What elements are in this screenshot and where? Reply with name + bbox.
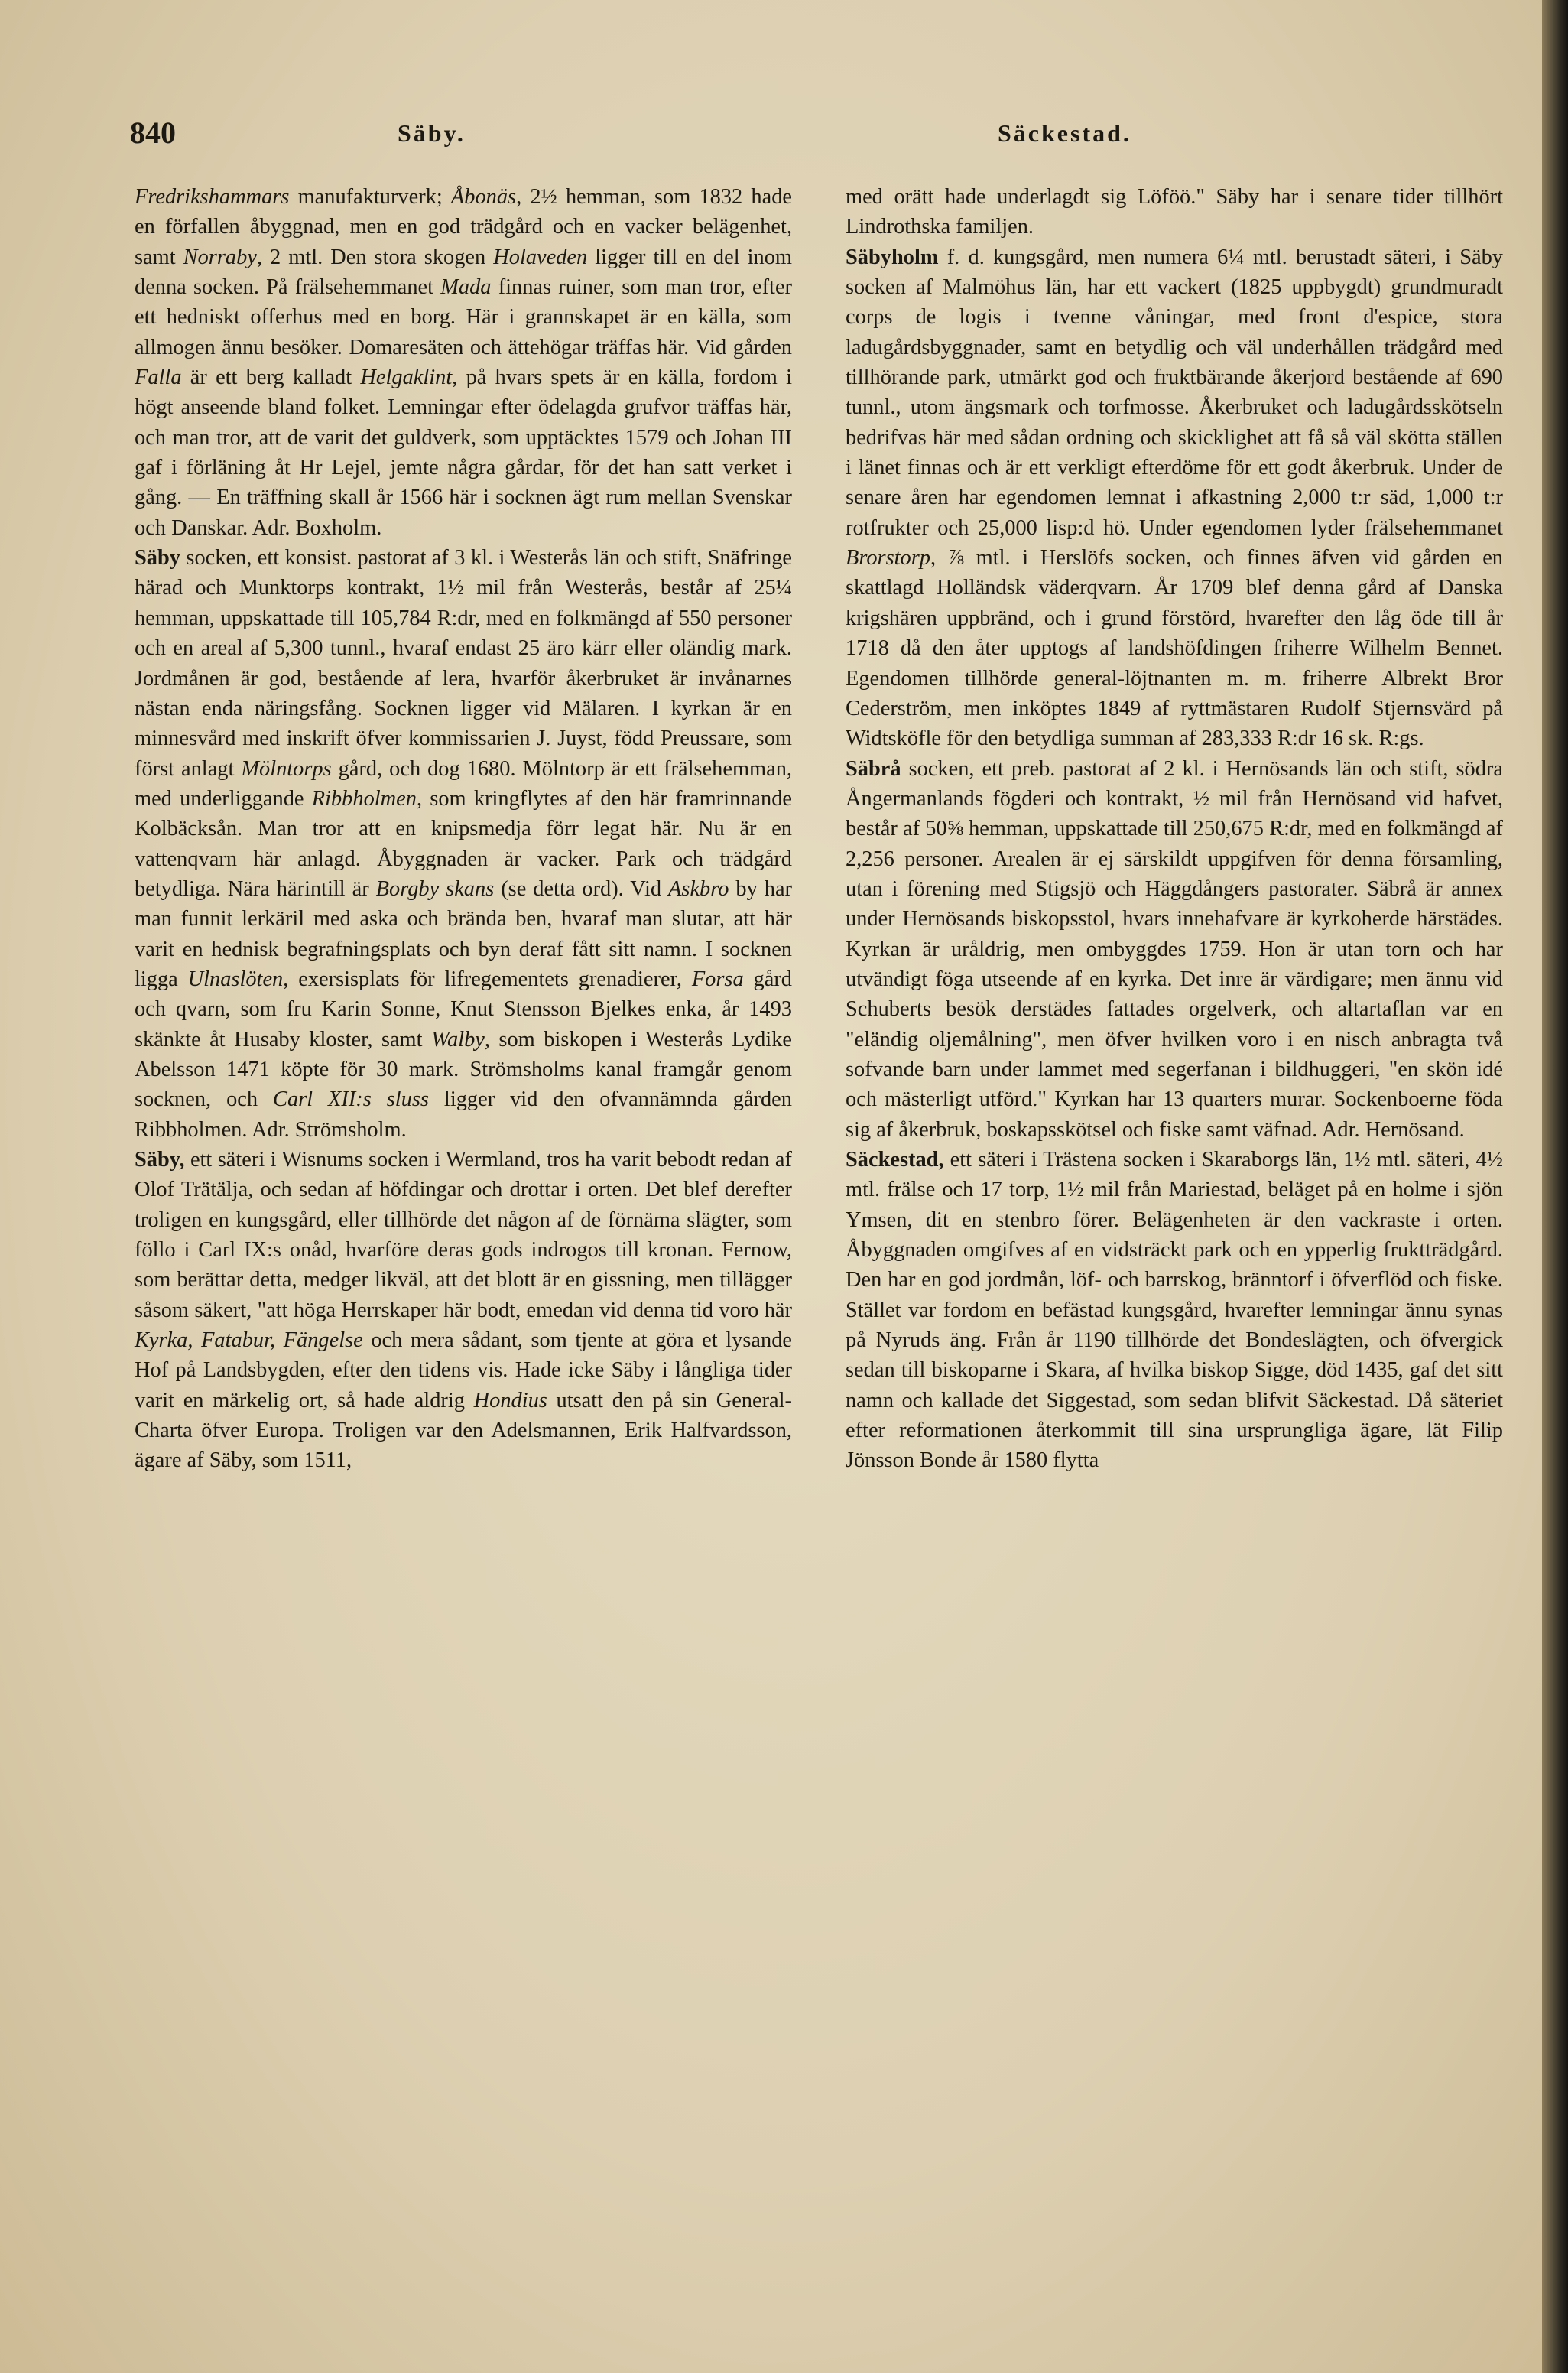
right-headword: Säckestad. <box>998 119 1131 147</box>
italic-term: Holaveden <box>493 245 588 269</box>
running-header <box>130 115 1498 161</box>
right-column <box>846 182 1503 1476</box>
body-text: by har man funnit lerkäril med aska och brända ben, hvaraf man slutar, att här varit en hednisk begrafningsplats och byn deraf fått sitt namn. I socknen ligga <box>135 876 793 991</box>
italic-term: Helgaklint <box>360 366 453 390</box>
body-text: ett säteri i Wisnums socken i Wermland, tros ha varit bebodt redan af Olof Trätälja, och sedan af höfdingar och drottar i orten. Det blef derefter troligen en kungsgård, eller tillhörde det någon af de förnäma slägter, som föllo i Carl IX:s onåd, hvarföre deras gods indrogos till kronan. Fernow, som berättar detta, medger likväl, att det blott är en gissning, men tillägger såsom säkert, "att höga Herrskaper här bodt, emedan vid denna tid voro här <box>135 1148 792 1322</box>
body-text: är ett berg kalladt <box>181 366 361 390</box>
entry-headword: Säbrå <box>846 756 901 781</box>
italic-term: Brorstorp <box>846 546 930 570</box>
body-text: , ⅞ mtl. i Herslöfs socken, och finnes äfven vid gården en skattlagd Holländsk väderqvarn. År 1709 blef denna gård af Danska krigshären uppbränd, och i grund förstörd, hvarefter den låg öde till år 1718 då den åter upptogs af landshöfdingen friherre Wilhelm Bennet. Egendomen tillhörde general-löjtnanten m. m. friherre Albrekt Bror Cederström, men inköptes 1849 af ryttmästaren Rudolf Stjernsvärd på Widtsköfle för den betydliga summan af 283,333 R:dr 16 sk. R:gs. <box>846 546 1503 751</box>
page-number: 840 <box>130 115 176 150</box>
body-text: socken, ett preb. pastorat af 2 kl. i Hernösands län och stift, södra Ångermanlands fögderi och kontrakt, ½ mil från Hernösand vid hafvet, består af 50⅝ hemman, uppskattade till 250,675 R:dr, med en folkmängd af 2,256 personer. Arealen är ej särskildt uppgifven för denna församling, utan i förening med Stigsjö och Häggdångers pastorater. Säbrå är annex under Hernösands biskopsstol, hvars innehafvare är kyrkoherde härstädes. Kyrkan är uråldrig, men ombyggdes 1759. Hon är utan torn och har utvändigt föga utseende af en kyrka. Det inre är värdigare; men ännu vid Schuberts besök derstädes fattades orgelverk, och altartaflan var en "eländig oljemålning", men öfver hvilken voro i en nisch anbragta två sofvande barn under lammet med segerfanan i bildhuggeri, "en skön idé och mästerligt utförd." Kyrkan har 13 quarters murar. Sockenboerne föda sig af åkerbruk, boskapsskötsel och fiske samt väfnad. Adr. Hernösand. <box>846 756 1503 1142</box>
italic-term: Falla <box>135 366 182 390</box>
italic-term: Fredrikshammars <box>135 185 290 209</box>
right-entry-sabra <box>846 754 1503 1145</box>
body-text: med orätt hade underlagdt sig Löföö." Säby har i senare tider tillhört Lindrothska familjen. <box>846 185 1503 239</box>
italic-term: Mölntorps <box>241 756 332 781</box>
page-edge-shadow <box>1542 0 1568 2373</box>
body-text: ett säteri i Trästena socken i Skaraborgs län, 1½ mtl. säteri, 4½ mtl. frälse och 17 torp, 1½ mil från Mariestad, beläget på en holme i sjön Ymsen, dit en stenbro förer. Belägenheten är den vackraste i orten. Åbyggnaden omgifves af en vidsträckt park och en ypperlig fruktträdgård. Den har en god jordmån, löf- och barrskog, bränntorf i öfverflöd och fiske. Stället var fordom en befästad kungsgård, hvarefter lemningar ännu synas på Nyruds äng. Från år 1190 tillhörde det Bondeslägten, och öfvergick sedan till biskoparne i Skara, af hvilka biskop Sigge, död 1435, gaf det sitt namn och kallade det Siggestad, som sedan blifvit Säckestad. Då säteriet efter reformationen återkommit till sina ursprungliga ägare, lät Filip Jönsson Bonde år 1580 flytta <box>846 1148 1503 1473</box>
left-headword: Säby. <box>398 119 466 147</box>
body-text: gård och qvarn, som fru Karin Sonne, Knut Stensson Bjelkes enka, år 1493 skänkte åt Husaby kloster, samt <box>135 967 792 1052</box>
italic-term: Forsa <box>691 967 744 991</box>
body-text: (se detta ord). Vid <box>494 876 669 901</box>
italic-term: Mada <box>440 275 492 300</box>
right-entry-sabyholm <box>846 242 1503 754</box>
body-text: , exersisplats för lifregementets grenadierer, <box>283 967 692 991</box>
body-text: , som kringflytes af den här framrinnande Kolbäcksån. Man tror att en knipsmedja förr legat här. Nu är en vattenqvarn här anlagd. Åbyggnaden är vacker. Park och trädgård betydliga. Nära härintill är <box>135 786 792 901</box>
body-text: , 2 mtl. Den stora skogen <box>256 245 494 269</box>
body-text: utsatt den på sin General-Charta öfver Europa. Troligen var den Adelsmannen, Erik Halfvardsson, ägare af Säby, som 1511, <box>135 1388 793 1473</box>
left-entry-fredrikshammars <box>135 182 792 543</box>
italic-term: Ribbholmen <box>311 786 417 811</box>
left-column <box>135 182 792 1476</box>
body-text: manufakturverk; <box>289 185 451 209</box>
italic-term: Åbonäs <box>450 185 517 209</box>
body-text: ligger vid den ofvannämnda gården Ribbholmen. Adr. Strömsholm. <box>135 1087 792 1142</box>
body-text: , som biskopen i Westerås Lydike Abelsson 1471 köpte för 30 mark. Strömsholms kanal framgår genom socknen, och <box>135 1027 792 1112</box>
italic-term: Hondius <box>473 1388 547 1412</box>
italic-term: Kyrka, Fatabur, Fängelse <box>135 1328 363 1353</box>
entry-headword: Säckestad, <box>846 1148 944 1172</box>
body-text: socken, ett konsist. pastorat af 3 kl. i Westerås län och stift, Snäfringe härad och Munktorps kontrakt, 1½ mil från Westerås, består af 25¼ hemman, uppskattade till 105,784 R:dr, med en folkmängd af 550 personer och en areal af 5,300 tunnl., hvaraf endast 25 äro kärr eller oländig mark. Jordmånen är god, bestående af lera, hvarför åkerbruket är invånarnes nästan enda näringsfång. Socknen ligger vid Mälaren. I kyrkan är en minnesvård med inskrift öfver kommissarien J. Juyst, född Preussare, som först anlagt <box>135 546 792 781</box>
body-text: ligger till en del inom denna socken. På frälsehemmanet <box>135 245 792 300</box>
body-text: , på hvars spets är en källa, fordom i högt anseende bland folket. Lemningar efter ödelagda grufvor träffas här, och man tror, att de varit det guldverk, som upptäcktes 1579 och Johan III gaf i förläning åt Hr Lejel, jemte några gårdar, för det han satt verket i gång. — En träffning skall år 1566 här i socknen ägt rum mellan Svenskar och Danskar. Adr. Boxholm. <box>135 366 792 540</box>
italic-term: Carl XII:s sluss <box>273 1087 429 1112</box>
left-entry-saby-socken <box>135 543 792 1145</box>
body-text: gård, och dog 1680. Mölntorp är ett frälsehemman, med underliggande <box>135 756 793 811</box>
italic-term: Ulnaslöten <box>187 967 284 991</box>
body-text: och mera sådant, som tjente at göra et lysande Hof på Landsbygden, efter den tidens vis. Hade icke Säby i långliga tider varit en märkelig ort, så hade aldrig <box>135 1328 792 1412</box>
right-entry-continuation <box>846 182 1503 242</box>
italic-term: Norraby <box>183 245 257 269</box>
body-text: , 2½ hemman, som 1832 hade en förfallen åbyggnad, men en god trädgård och en vacker belägenhet, samt <box>135 185 792 269</box>
italic-term: Walby <box>430 1027 485 1052</box>
italic-term: Askbro <box>668 876 729 901</box>
body-text: f. d. kungsgård, men numera 6¼ mtl. berustadt säteri, i Säby socken af Malmöhus län, har ett vackert (1825 uppbygdt) grundmuradt corps de logis i tvenne våningar, med front d'espice, stora ladugårdsbyggnader, samt en betydlig och väl underhållen trädgård med tillhörande park, utmärkt god och fruktbärande åkerjord bestående af 690 tunnl., utom ängsmark och torfmosse. Åkerbruket och ladugårdsskötseln bedrifvas här med sådan ordning och skicklighet att få så väl skötta ställen i länet finnas och är ett verkligt efterdöme för ett godt åkerbruk. Under de senare åren har egendomen lemnat i afkastning 2,000 t:r säd, 1,000 t:r rotfrukter och 25,000 lisp:d hö. Under egendomen lyder frälsehemmanet <box>846 245 1503 540</box>
italic-term: Borgby skans <box>375 876 495 901</box>
body-text: finnas ruiner, som man tror, efter ett hedniskt offerhus med en borg. Här i grannskapet är en källa, som allmogen ännu besöker. Domaresäten och ättehögar träffas här. Vid gården <box>135 275 792 359</box>
entry-headword: Säby <box>135 546 180 570</box>
entry-headword: Säby, <box>135 1148 185 1172</box>
left-entry-saby-wisnum <box>135 1145 792 1476</box>
right-entry-sackestad <box>846 1145 1503 1476</box>
entry-headword: Säbyholm <box>846 245 939 269</box>
